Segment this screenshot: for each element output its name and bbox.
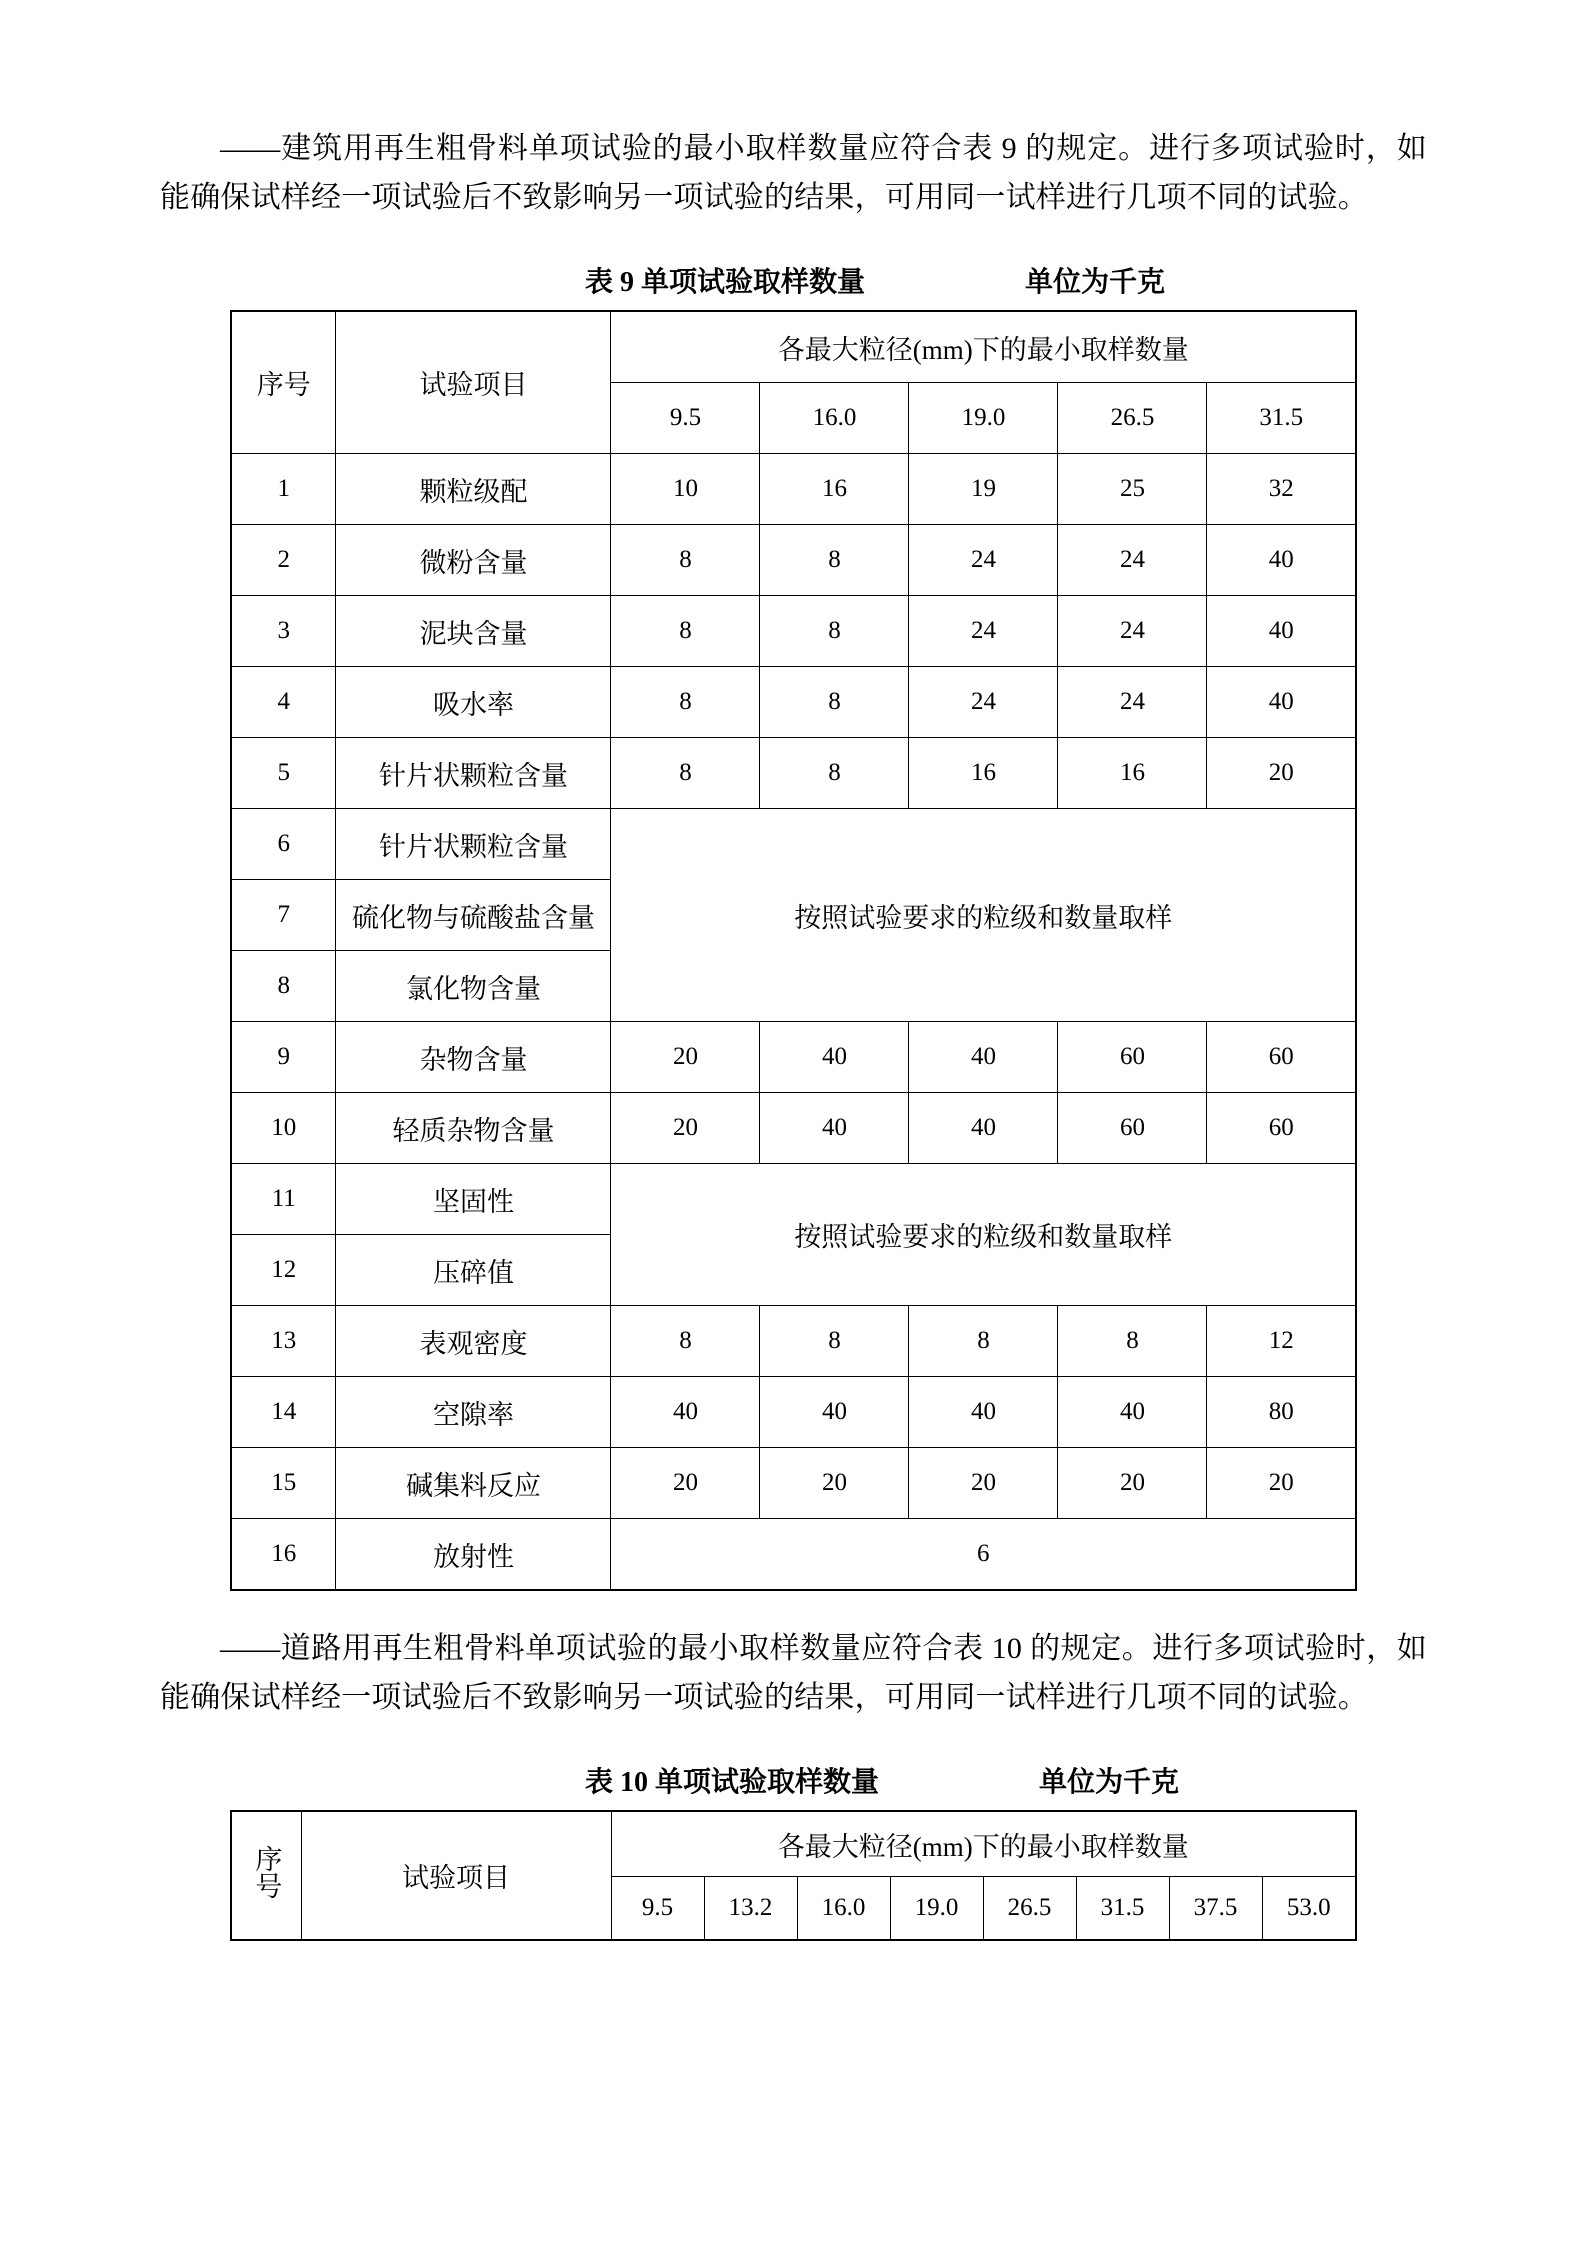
table9-row-2-v1: 8 (760, 596, 909, 667)
table9-row-3-v0: 8 (611, 667, 760, 738)
table9-row-13-no: 14 (231, 1377, 336, 1448)
table9-row-1-v2: 24 (909, 525, 1058, 596)
table9-row-1-v1: 8 (760, 525, 909, 596)
table9-row-13-v4: 80 (1207, 1377, 1356, 1448)
table10-size-6: 37.5 (1169, 1877, 1262, 1941)
table-row (231, 738, 1356, 809)
table9-row-8-no: 9 (231, 1022, 336, 1093)
table9-row-4-no: 5 (231, 738, 336, 809)
table9-row-14-no: 15 (231, 1448, 336, 1519)
table9-row-8-v2: 40 (909, 1022, 1058, 1093)
table10-header-row-1 (231, 1811, 1356, 1877)
table9-row-4-v0: 8 (611, 738, 760, 809)
table9-row-8-v0: 20 (611, 1022, 760, 1093)
table9 (230, 310, 1357, 1591)
table9-row-12-v2: 8 (909, 1306, 1058, 1377)
table9-row-2-v2: 24 (909, 596, 1058, 667)
table9-row-9-v3: 60 (1058, 1093, 1207, 1164)
table9-row-15-no: 16 (231, 1519, 336, 1591)
table9-row-9-no: 10 (231, 1093, 336, 1164)
table9-row-1-item: 微粉含量 (336, 525, 611, 596)
table9-size-1: 16.0 (760, 383, 909, 454)
table9-row-2-v3: 24 (1058, 596, 1207, 667)
table9-row-9-item: 轻质杂物含量 (336, 1093, 611, 1164)
table9-header-group: 各最大粒径(mm)下的最小取样数量 (611, 311, 1356, 383)
table9-row-12-v0: 8 (611, 1306, 760, 1377)
table10-size-4: 26.5 (983, 1877, 1076, 1941)
table-row (231, 525, 1356, 596)
table9-caption-row (160, 260, 1427, 300)
table10-size-2: 16.0 (797, 1877, 890, 1941)
table-row (231, 1306, 1356, 1377)
table9-row-9-v2: 40 (909, 1093, 1058, 1164)
table9-row-12-item: 表观密度 (336, 1306, 611, 1377)
table10-size-5: 31.5 (1076, 1877, 1169, 1941)
table9-row-0-v4: 32 (1207, 454, 1356, 525)
table9-row-13-v0: 40 (611, 1377, 760, 1448)
table9-row-6-item: 硫化物与硫酸盐含量 (336, 880, 611, 951)
table9-row-0-v3: 25 (1058, 454, 1207, 525)
table9-row-12-v1: 8 (760, 1306, 909, 1377)
table9-row-14-v2: 20 (909, 1448, 1058, 1519)
table-row (231, 1377, 1356, 1448)
table9-row-0-v2: 19 (909, 454, 1058, 525)
table9-row-2-v4: 40 (1207, 596, 1356, 667)
table-row (231, 1164, 1356, 1235)
table9-row-15-item: 放射性 (336, 1519, 611, 1591)
table9-row-13-v3: 40 (1058, 1377, 1207, 1448)
table-row (231, 1093, 1356, 1164)
table9-row-1-v0: 8 (611, 525, 760, 596)
table9-row-9-v0: 20 (611, 1093, 760, 1164)
table9-row-10-no: 11 (231, 1164, 336, 1235)
table-row (231, 1448, 1356, 1519)
table9-row-14-v1: 20 (760, 1448, 909, 1519)
table-row (231, 1519, 1356, 1591)
paragraph-1-text: ——建筑用再生粗骨料单项试验的最小取样数量应符合表 9 的规定。进行多项试验时，如能确保试样经一项试验后不致影响另一项试验的结果，可用同一试样进行几项不同的试验。 (160, 132, 1427, 214)
table9-row-11-no: 12 (231, 1235, 336, 1306)
table9-row-8-v4: 60 (1207, 1022, 1356, 1093)
table9-row-0-v0: 10 (611, 454, 760, 525)
table9-size-3: 26.5 (1058, 383, 1207, 454)
table9-row-12-no: 13 (231, 1306, 336, 1377)
table-row (231, 596, 1356, 667)
table9-row-7-item: 氯化物含量 (336, 951, 611, 1022)
table10-size-7: 53.0 (1262, 1877, 1356, 1941)
table10-header-item: 试验项目 (301, 1811, 611, 1940)
table9-row-0-item: 颗粒级配 (336, 454, 611, 525)
table9-row-14-v3: 20 (1058, 1448, 1207, 1519)
table10-caption-row (160, 1760, 1427, 1800)
table9-row-0-no: 1 (231, 454, 336, 525)
table9-size-2: 19.0 (909, 383, 1058, 454)
table9-note-sample-1: 按照试验要求的粒级和数量取样 (611, 809, 1356, 1022)
table9-caption: 表 9 单项试验取样数量 (585, 267, 866, 299)
paragraph-2 (160, 1625, 1427, 1722)
table9-row-1-no: 2 (231, 525, 336, 596)
table10-header-group: 各最大粒径(mm)下的最小取样数量 (611, 1811, 1356, 1877)
table9-header-item: 试验项目 (336, 311, 611, 454)
table9-row-3-v4: 40 (1207, 667, 1356, 738)
table10-size-0: 9.5 (611, 1877, 704, 1941)
table-row (231, 454, 1356, 525)
table9-row-3-v3: 24 (1058, 667, 1207, 738)
table9-row-2-item: 泥块含量 (336, 596, 611, 667)
table9-row-5-item: 针片状颗粒含量 (336, 809, 611, 880)
table9-row-2-v0: 8 (611, 596, 760, 667)
table9-header-row-1 (231, 311, 1356, 383)
table9-row-8-v3: 60 (1058, 1022, 1207, 1093)
table-row (231, 809, 1356, 880)
table10-unit: 单位为千克 (1039, 1767, 1180, 1799)
table10-size-3: 19.0 (890, 1877, 983, 1941)
table10-size-1: 13.2 (704, 1877, 797, 1941)
table9-row-14-v0: 20 (611, 1448, 760, 1519)
table9-row-1-v3: 24 (1058, 525, 1207, 596)
table9-note-sample-2: 按照试验要求的粒级和数量取样 (611, 1164, 1356, 1306)
table-row (231, 667, 1356, 738)
table9-row-14-item: 碱集料反应 (336, 1448, 611, 1519)
table9-row-3-v1: 8 (760, 667, 909, 738)
table10-caption: 表 10 单项试验取样数量 (585, 1767, 880, 1799)
table-row (231, 1022, 1356, 1093)
table9-row-4-item: 针片状颗粒含量 (336, 738, 611, 809)
paragraph-2-text: ——道路用再生粗骨料单项试验的最小取样数量应符合表 10 的规定。进行多项试验时，如能确保试样经一项试验后不致影响另一项试验的结果，可用同一试样进行几项不同的试验。 (160, 1632, 1427, 1714)
table9-size-0: 9.5 (611, 383, 760, 454)
table9-row-5-no: 6 (231, 809, 336, 880)
table9-row-13-v1: 40 (760, 1377, 909, 1448)
table9-row-7-no: 8 (231, 951, 336, 1022)
table9-size-4: 31.5 (1207, 383, 1356, 454)
table9-header-index: 序号 (231, 311, 336, 454)
table9-row-9-v1: 40 (760, 1093, 909, 1164)
table9-row-11-item: 压碎值 (336, 1235, 611, 1306)
table9-row-3-v2: 24 (909, 667, 1058, 738)
table9-row-6-no: 7 (231, 880, 336, 951)
table9-row-12-v4: 12 (1207, 1306, 1356, 1377)
table10-header-index-text: 序号 (251, 1845, 282, 1900)
table9-row-4-v3: 16 (1058, 738, 1207, 809)
table9-row-15-span-value: 6 (611, 1519, 1356, 1591)
table9-row-14-v4: 20 (1207, 1448, 1356, 1519)
table9-row-3-no: 4 (231, 667, 336, 738)
table10 (230, 1810, 1357, 1941)
table9-row-12-v3: 8 (1058, 1306, 1207, 1377)
table9-row-8-item: 杂物含量 (336, 1022, 611, 1093)
table9-row-3-item: 吸水率 (336, 667, 611, 738)
table10-header-index (231, 1811, 301, 1940)
table9-row-9-v4: 60 (1207, 1093, 1356, 1164)
table9-row-8-v1: 40 (760, 1022, 909, 1093)
table9-row-4-v4: 20 (1207, 738, 1356, 809)
table9-row-10-item: 坚固性 (336, 1164, 611, 1235)
table9-row-1-v4: 40 (1207, 525, 1356, 596)
table9-row-2-no: 3 (231, 596, 336, 667)
table9-row-13-v2: 40 (909, 1377, 1058, 1448)
table9-unit: 单位为千克 (1025, 267, 1166, 299)
table9-row-13-item: 空隙率 (336, 1377, 611, 1448)
table9-row-0-v1: 16 (760, 454, 909, 525)
table9-row-4-v1: 8 (760, 738, 909, 809)
table9-row-4-v2: 16 (909, 738, 1058, 809)
paragraph-1 (160, 125, 1427, 222)
